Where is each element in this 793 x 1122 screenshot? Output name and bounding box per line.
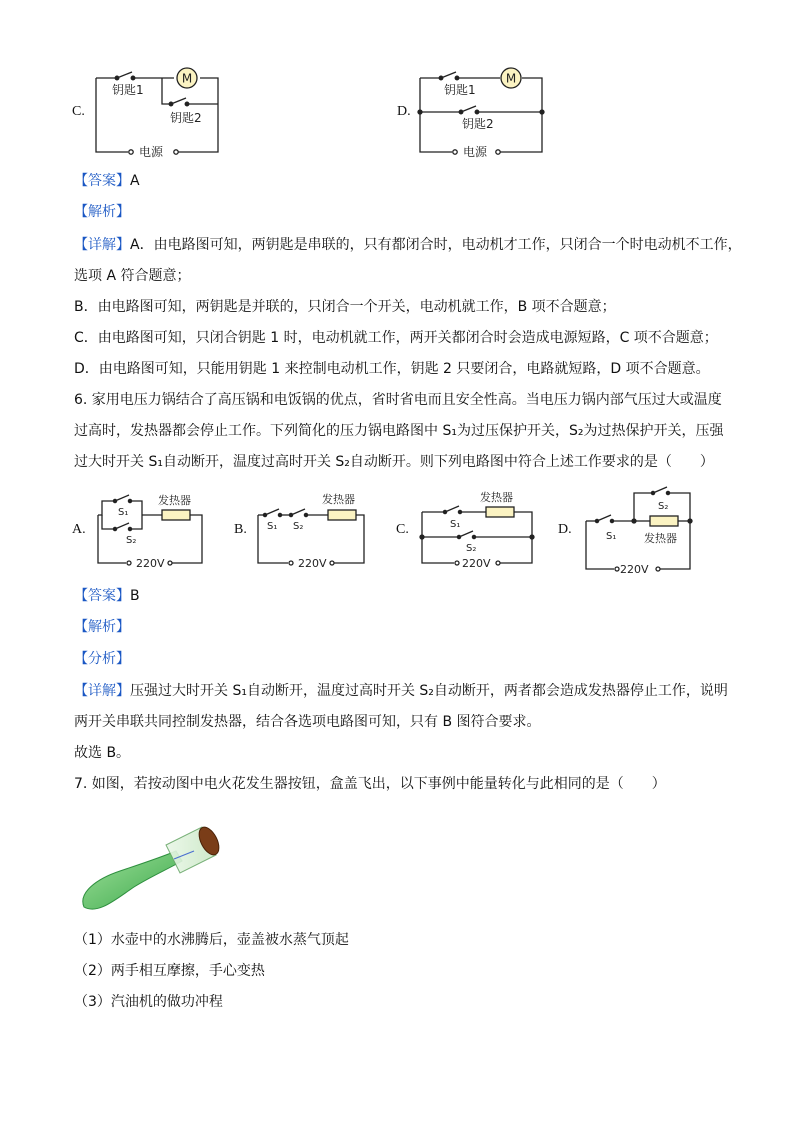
s2-label: S₂ [658, 501, 669, 512]
q6-option-a-label: A. [72, 522, 86, 537]
heater-label: 发热器 [480, 491, 513, 504]
heater-symbol [650, 516, 678, 526]
key1-label: 钥匙1 [444, 83, 476, 97]
s2-label: S₂ [466, 543, 477, 554]
s1-label: S₁ [450, 519, 461, 530]
q6-option-c-circuit [414, 487, 539, 577]
q5-option-c-circuit [90, 64, 230, 160]
q7-item-2: （2）两手相互摩擦，手心变热 [74, 963, 265, 979]
s2-label: S₂ [126, 535, 137, 546]
q6-stem-line-3: 过大时开关 S₁自动断开，温度过高时开关 S₂自动断开。则下列电路图中符合上述工作要求的是（ ） [74, 454, 714, 470]
key1-label: 钥匙1 [112, 83, 144, 97]
key2-label: 钥匙2 [170, 111, 202, 125]
voltage-label: 220V [620, 563, 649, 576]
heater-symbol [486, 507, 514, 517]
s2-label: S₂ [293, 521, 304, 532]
q7-item-1: （1）水壶中的水沸腾后，壶盖被水蒸气顶起 [74, 932, 349, 948]
voltage-label: 220V [136, 557, 165, 570]
power-label: 电源 [463, 145, 488, 159]
s1-label: S₁ [267, 521, 278, 532]
s1-label: S₁ [118, 507, 129, 518]
q5-detail-line-2: 选项 A 符合题意； [74, 268, 191, 284]
q6-option-d-label: D. [558, 522, 572, 537]
answer-tag: 【答案】 [74, 588, 130, 604]
heater-label: 发热器 [322, 493, 355, 506]
q5-analysis-tag: 【解析】 [74, 204, 130, 220]
heater-symbol [328, 510, 356, 520]
power-label: 电源 [139, 145, 164, 159]
motor-label: M [181, 71, 193, 86]
q5-option-d-circuit [412, 64, 552, 160]
answer-value: B [130, 588, 140, 604]
q6-stem-line-1: 6. 家用电压力锅结合了高压锅和电饭锅的优点，省时省电而且安全性高。当电压力锅内部气压过大或温度 [74, 392, 722, 408]
q5-detail-line-4: C．由电路图可知，只闭合钥匙 1 时，电动机就工作，两开关都闭合时会造成电源短路，C 项不合题意； [74, 330, 718, 346]
q6-analysis-tag: 【解析】 [74, 619, 130, 635]
detail-text: 压强过大时开关 S₁自动断开，温度过高时开关 S₂自动断开，两者都会造成发热器停止工作，说明 [130, 683, 728, 699]
heater-label: 发热器 [644, 532, 677, 545]
s1-label: S₁ [606, 531, 617, 542]
q5-detail-line-1 [74, 235, 742, 255]
q6-analyze-tag: 【分析】 [74, 651, 130, 667]
answer-tag: 【答案】 [74, 173, 130, 189]
detail-tag: 【详解】 [74, 683, 130, 699]
detail-text: A．由电路图可知，两钥匙是串联的，只有都闭合时，电动机才工作，只闭合一个时电动机不工作， [130, 237, 742, 253]
q7-stem: 7. 如图，若按动图中电火花发生器按钮，盒盖飞出，以下事例中能量转化与此相同的是（ ） [74, 776, 666, 792]
q5-detail-line-5: D．由电路图可知，只能用钥匙 1 来控制电动机工作，钥匙 2 只要闭合，电路就短路，D 项不合题意。 [74, 361, 710, 377]
q6-option-a-circuit [92, 487, 212, 577]
q5-detail-line-3: B．由电路图可知，两钥匙是并联的，只闭合一个开关，电动机就工作，B 项不合题意； [74, 299, 616, 315]
voltage-label: 220V [462, 557, 491, 570]
q6-detail-line-2: 两开关串联共同控制发热器，结合各选项电路图可知，只有 B 图符合要求。 [74, 714, 541, 730]
q5-option-d-label: D. [397, 104, 411, 119]
key2-label: 钥匙2 [462, 117, 494, 131]
voltage-label: 220V [298, 557, 327, 570]
detail-tag: 【详解】 [74, 237, 130, 253]
q6-detail-line-1 [74, 681, 728, 701]
q6-option-b-label: B. [234, 522, 247, 537]
q6-option-c-label: C. [396, 522, 409, 537]
answer-value: A [130, 173, 140, 189]
q6-stem-line-2: 过高时，发热器都会停止工作。下列简化的压力锅电路图中 S₁为过压保护开关，S₂为过热保护开关，压强 [74, 423, 724, 439]
heater-symbol [162, 510, 190, 520]
q5-answer-line [74, 171, 140, 191]
heater-label: 发热器 [158, 494, 191, 507]
q6-conclusion: 故选 B。 [74, 745, 131, 761]
spark-generator-illustration [76, 815, 236, 920]
motor-label: M [505, 71, 517, 86]
q7-item-3: （3）汽油机的做功冲程 [74, 994, 223, 1010]
q5-option-c-label: C. [72, 104, 85, 119]
q6-option-b-circuit [252, 487, 372, 577]
q6-answer-line [74, 586, 140, 606]
q6-option-d-circuit [578, 481, 703, 577]
